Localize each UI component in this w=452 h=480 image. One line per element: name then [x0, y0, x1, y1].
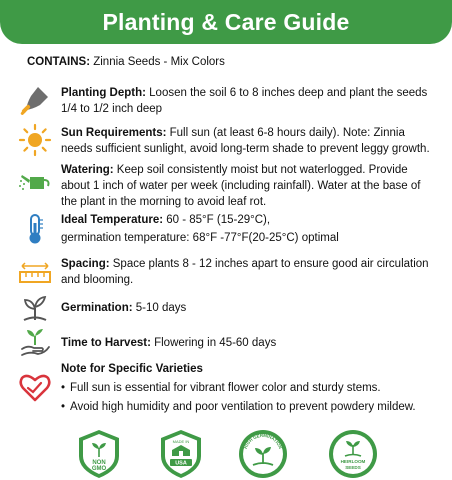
ruler-icon — [18, 258, 52, 292]
watering-can-icon — [18, 165, 52, 199]
sun-requirements-text: Full sun (at least 6-8 hours daily). Note: Zinnia needs sufficient sunlight, avoid long-term shade to prevent leggy growth. — [61, 127, 430, 155]
contains-label: CONTAINS: — [27, 56, 91, 68]
planting-depth-text: Loosen the soil 6 to 8 inches deep and plant the seeds 1/4 to 1/2 inch deep — [61, 87, 428, 115]
badge-usa-top: MADE IN — [172, 439, 190, 444]
heirloom-seeds-badge-icon — [327, 428, 379, 480]
note-bullet-item: • Full sun is essential for vibrant flower color and sturdy stems. — [61, 381, 433, 396]
watering-label: Watering: — [61, 164, 114, 176]
harvest-text: Flowering in 45-60 days — [150, 337, 277, 349]
harvest-label: Time to Harvest: — [61, 337, 151, 349]
header-banner — [0, 0, 452, 44]
badge-heirloom-line2: SEEDS — [345, 465, 361, 470]
seedling-hand-icon — [18, 325, 52, 359]
sun-icon — [18, 123, 52, 157]
watering-text: Keep soil consistently moist but not waterlogged. Provide about 1 inch of water per week (including rainfall). Water at the base of the plant in the morning to avoid leaf rot. — [61, 164, 421, 208]
badge-row — [0, 428, 452, 480]
badge-usa-bottom: USA — [175, 460, 187, 467]
temperature-text: 60 - 85°F (15-29°C), — [163, 214, 271, 226]
trowel-icon — [18, 83, 52, 117]
note-label: Note for Specific Varieties — [61, 363, 203, 375]
germination-label: Germination: — [61, 302, 133, 314]
germination-text: 5-10 days — [132, 302, 187, 314]
non-gmo-badge-icon — [73, 428, 125, 480]
made-in-usa-badge-icon — [155, 428, 207, 480]
page-title: Planting & Care Guide — [102, 8, 350, 35]
heart-icon — [18, 371, 52, 405]
badge-germination-arc: HIGH GERMINATION — [242, 432, 284, 450]
sun-requirements-label: Sun Requirements: — [61, 127, 167, 139]
germination-temperature-text: germination temperature: 68°F -77°F(20-25°C) optimal — [61, 232, 339, 244]
badge-nongmo-line2: GMO — [91, 466, 107, 472]
badge-nongmo-line1: NON — [92, 460, 106, 466]
contains-value: Zinnia Seeds - Mix Colors — [90, 56, 225, 68]
temperature-label: Ideal Temperature: — [61, 214, 164, 226]
contains-line — [27, 56, 225, 68]
thermometer-icon — [18, 212, 52, 246]
note-bullet-list — [61, 381, 433, 415]
sprout-icon — [18, 292, 52, 326]
badge-heirloom-line1: HEIRLOOM — [340, 459, 366, 464]
note-bullet-item: • Avoid high humidity and poor ventilation to prevent powdery mildew. — [61, 400, 433, 415]
planting-depth-label: Planting Depth: — [61, 87, 146, 99]
spacing-label: Spacing: — [61, 258, 110, 270]
high-germination-badge-icon — [237, 428, 289, 480]
spacing-text: Space plants 8 - 12 inches apart to ensure good air circulation and blooming. — [61, 258, 429, 286]
